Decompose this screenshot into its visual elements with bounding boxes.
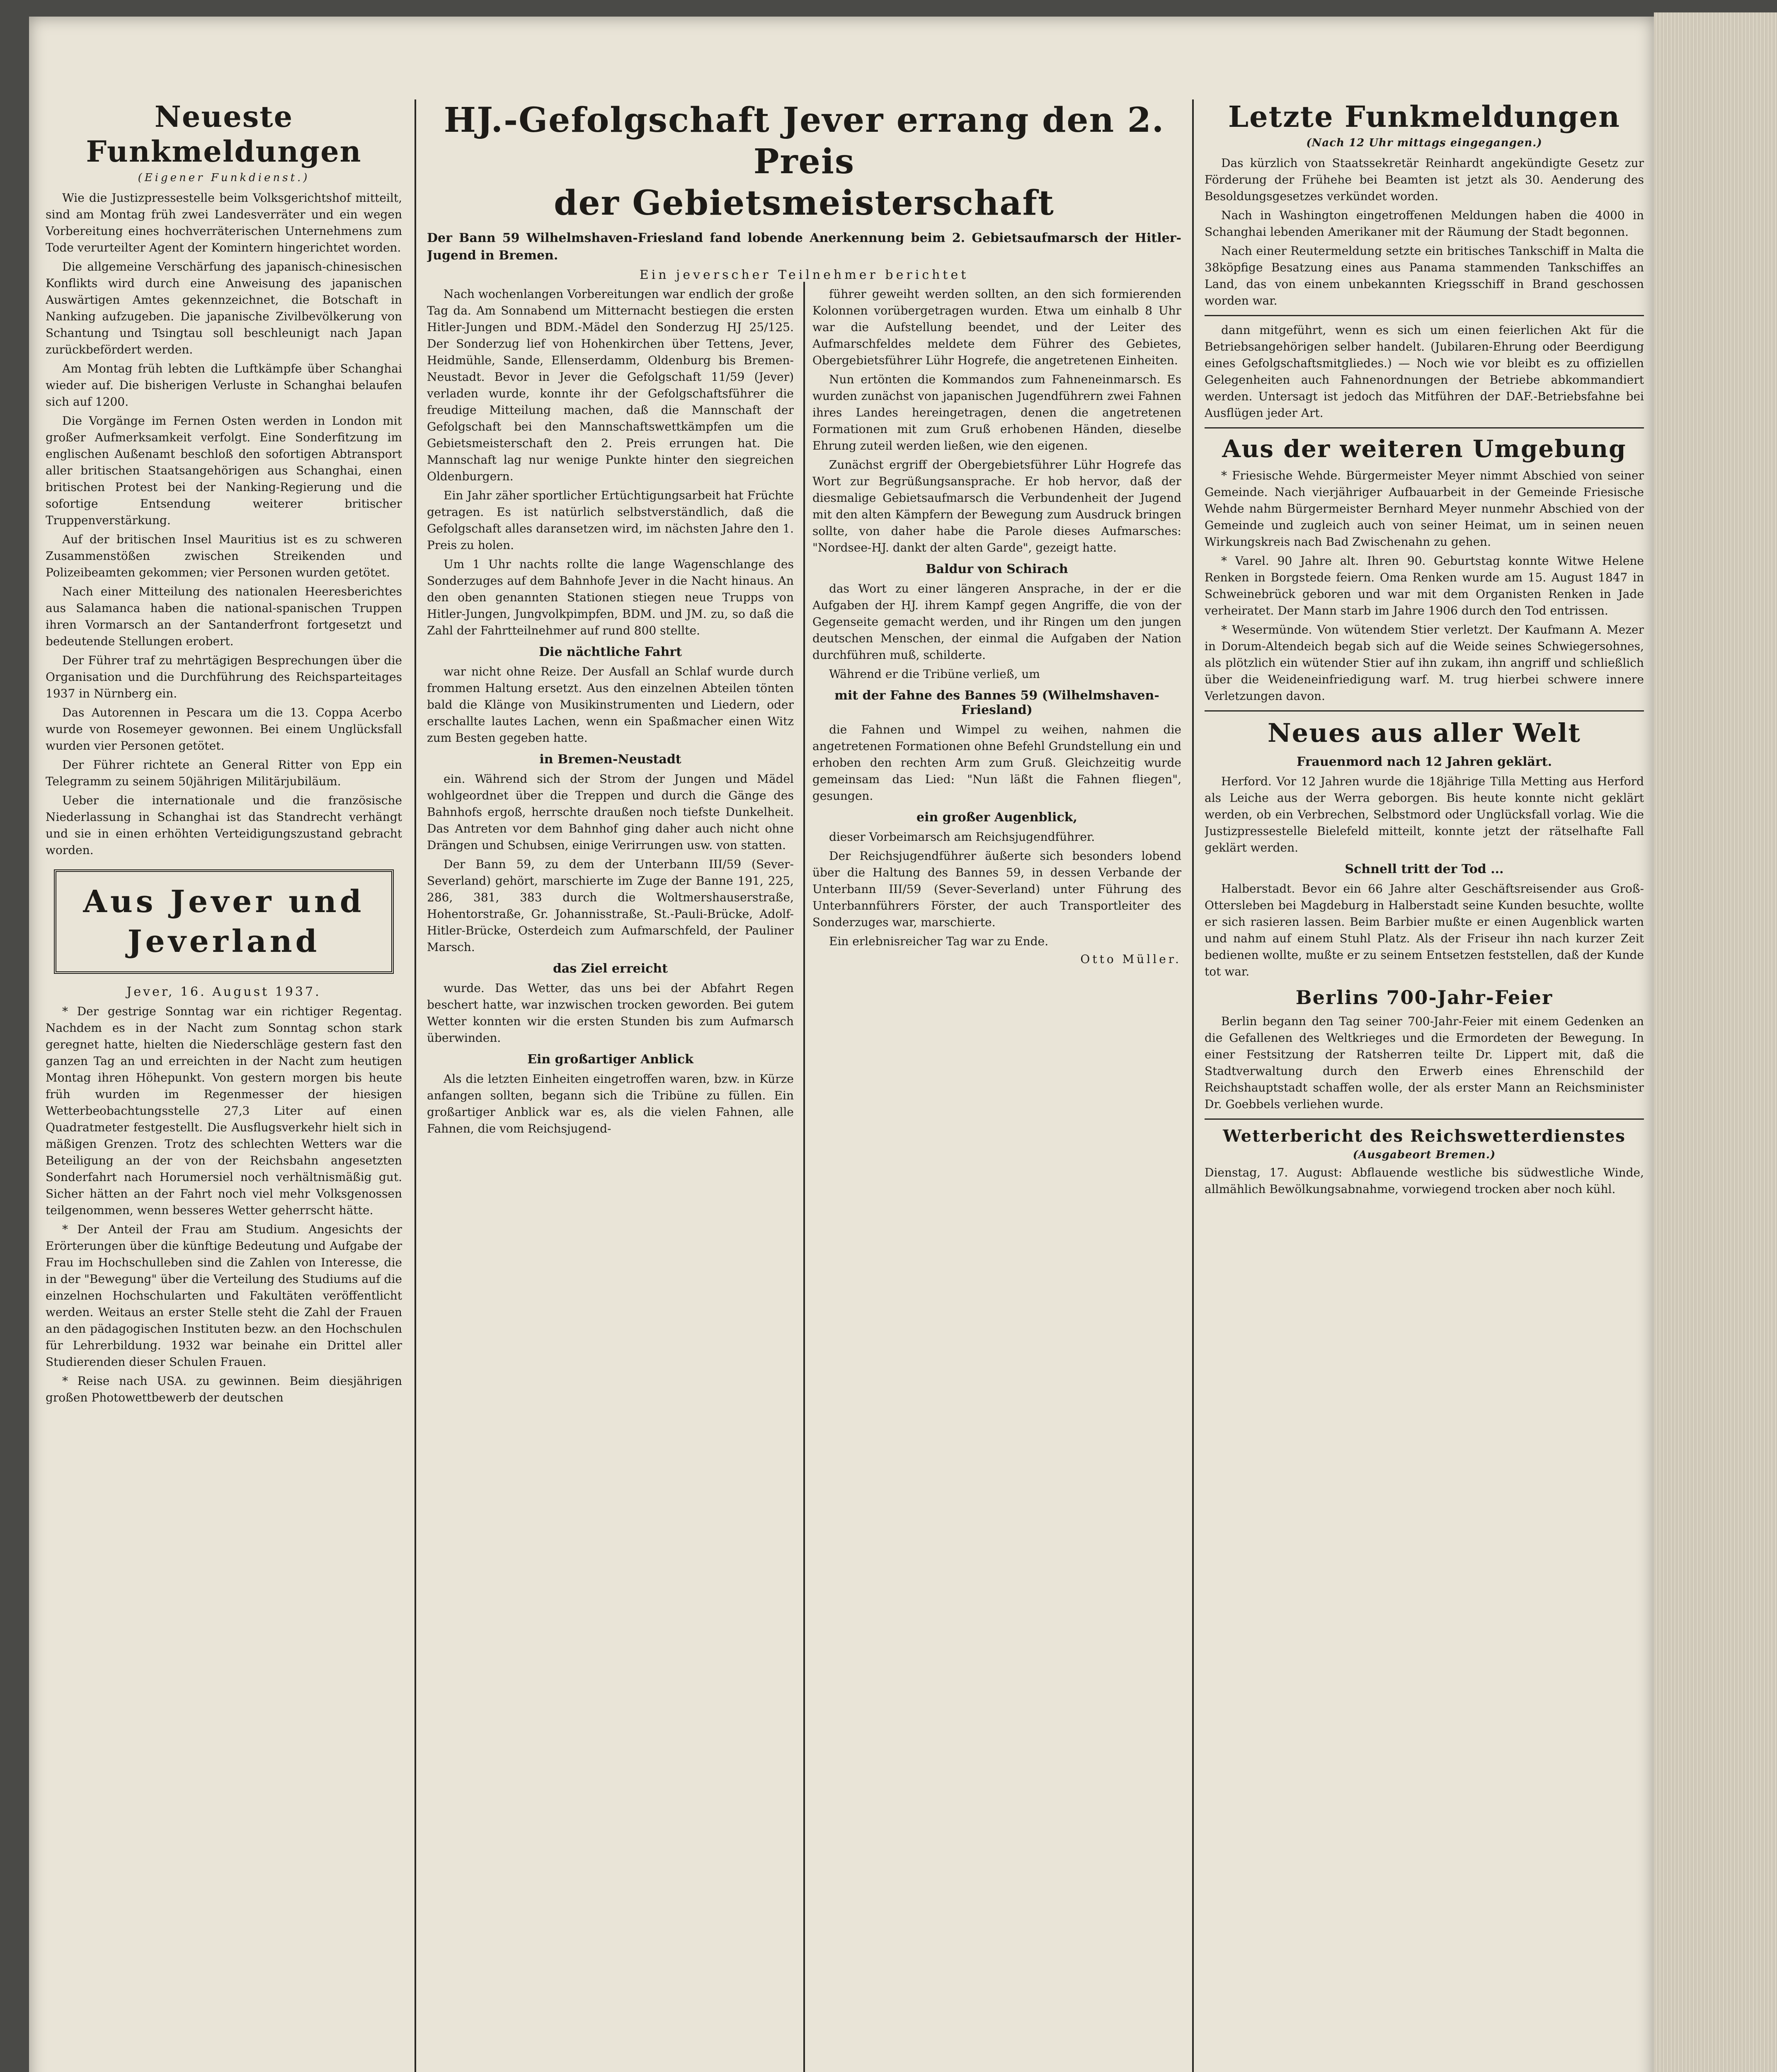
article-paragraph: die Fahnen und Wimpel zu weihen, nahmen die angetretenen Formationen ohne Befehl Grundstellung ein und erhoben den rechten Arm zum Gruß. Gleichzeitig wurde gemeinsam das Lied: "Nun läßt die Fahnen fliegen", gesungen. — [812, 723, 1181, 803]
center-headline-line1: HJ.-Gefolgschaft Jever errang den 2. Preis — [444, 100, 1165, 182]
article-paragraph: Nach wochenlangen Vorbereitungen war endlich der große Tag da. Am Sonnabend um Mitternacht bestiegen die ersten Hitler-Jungen und BDM.-Mädel den Sonderzug HJ 25/125. Der Sonderzug lief von Hohenkirchen über Tettens, Jever, Heidmühle, Sande, Ellenserdamm, Oldenburg bis Bremen-Neustadt. Bevor in Jever die Gefolgschaft 11/59 (Jever) verladen wurde, konnte ihr der Gefolgschaftsführer die freudige Mitteilung machen, daß die Mannschaft der Gefolgschaft bei den Mannschaftswettkämpfen um die Gebietsmeisterschaft den 2. Preis errungen hat. Die Mannschaft lag nur wenige Punkte hinter den siegreichen Oldenburgern. — [427, 287, 794, 483]
news-paragraph: Nach einer Reutermeldung setzte ein britisches Tankschiff in Malta die 38köpfige Besatzung eines aus Panama stammenden Tankschiffes an Land, das von einem unbekannten Kriegsschiff in Brand geschossen worden war. — [1205, 244, 1644, 307]
regional-paragraph: * Friesische Wehde. Bürgermeister Meyer nimmt Abschied von seiner Gemeinde. Nach vierjähriger Aufbauarbeit in der Gemeinde Friesische Wehde nahm Bürgermeister Bernhard Meyer nunmehr Abschied von der Gemeinde und zugleich auch von seiner Heimat, um in seinen neuen Wirkungskreis nach Bad Zwischenahn zu gehen. — [1205, 469, 1644, 549]
center-subhead-fahrt: Die nächtliche Fahrt — [538, 645, 682, 659]
right-headline-berlin: Berlins 700-Jahr-Feier — [1295, 986, 1553, 1009]
center-subhead-augenblick: ein großer Augenblick, — [916, 810, 1077, 825]
article-paragraph: Ein erlebnisreicher Tag war zu Ende. — [829, 934, 1049, 948]
right-rule — [1205, 427, 1644, 428]
right-headline: Letzte Funkmeldungen — [1228, 99, 1621, 134]
article-paragraph: Während er die Tribüne verließ, um — [829, 667, 1040, 681]
right-headline-wetter: Wetterbericht des Reichswetterdienstes — [1223, 1126, 1626, 1146]
column-rule — [803, 282, 805, 2072]
weather-report: Dienstag, 17. August: Abflauende westliche bis südwestliche Winde, allmählich Bewölkungsabnahme, vorwiegend trocken aber noch kühl. — [1205, 1166, 1644, 1196]
left-subhead: (Eigener Funkdienst.) — [138, 172, 310, 184]
news-paragraph: Das kürzlich von Staatssekretär Reinhardt angekündigte Gesetz zur Förderung der Frühehe bei Beamten ist jetzt als 30. Aenderung des Besoldungsgesetzes verkündet worden. — [1205, 156, 1644, 203]
article-paragraph: ein. Während sich der Strom der Jungen und Mädel wohlgeordnet über die Treppen und durch die Gänge des Bahnhofs ergoß, herrschte draußen noch tiefste Dunkelheit. Das Antreten vor dem Bahnhof ging daher auch nicht ohne Drängen und Schubsen, einige Verirrungen usw. von statten. — [427, 772, 794, 852]
right-column — [1205, 99, 1644, 2072]
article-paragraph: war nicht ohne Reize. Der Ausfall an Schlaf wurde durch frommen Haltung ersetzt. Aus den einzelnen Abteilen tönten bald die Klänge von Musikinstrumenten und Liedern, oder erschallte lautes Lachen, wenn ein Spaßmacher einen Witz zum Besten gegeben hatte. — [427, 665, 794, 745]
newspaper-page — [29, 17, 1654, 2072]
article-paragraph: dieser Vorbeimarsch am Reichsjugendführer. — [829, 830, 1095, 844]
regional-paragraph: * Varel. 90 Jahre alt. Ihren 90. Geburtstag konnte Witwe Helene Renken in Borgstede feiern. Oma Renken wurde am 15. August 1847 in Schweinebrück geboren und war mit dem Organisten Renken in Jade verheiratet. Der Mann starb im Jahre 1906 durch den Tod entrissen. — [1205, 554, 1644, 617]
center-left-subcolumn — [427, 286, 794, 2072]
news-paragraph: Am Montag früh lebten die Luftkämpfe über Schanghai wieder auf. Die bisherigen Verluste in Schanghai belaufen sich auf 1200. — [46, 362, 402, 409]
column-rule — [1192, 99, 1194, 2072]
center-subhead-fahne: mit der Fahne des Bannes 59 (Wilhelmshaven-Friesland) — [834, 688, 1159, 717]
center-subhead-ziel: das Ziel erreicht — [553, 961, 668, 976]
right-rule — [1205, 710, 1644, 712]
continued-paragraph: dann mitgeführt, wenn es sich um einen feierlichen Akt für die Betriebsangehörigen selber handelt. (Jubilaren-Ehrung oder Beerdigung eines Gefolgschaftsmitgliedes.) — Noch wie vor bleibt es zu offiziellen Gelegenheiten auch Fahnenordnungen der Betriebe abkommandiert werden. Untersagt ist jedoch das Mitführen der DAF.-Betriebsfahne bei Ausflügen jeder Art. — [1205, 323, 1644, 420]
right-subhead: (Nach 12 Uhr mittags eingegangen.) — [1306, 137, 1542, 149]
berlin-paragraph: Berlin begann den Tag seiner 700-Jahr-Feier mit einem Gedenken an die Gefallenen des Weltkrieges und die Ermordeten der Bewegung. In einer Festsitzung der Ratsherren teilte Dr. Lippert mit, daß die Stadtverwaltung durch den Erwerb eines Ehrenschild der Reichshauptstadt schaffen wolle, der als erster Mann an Reichsminister Dr. Goebbels verliehen wurde. — [1205, 1014, 1644, 1111]
right-subhead-frauenmord: Frauenmord nach 12 Jahren geklärt. — [1296, 755, 1552, 769]
world-paragraph: Halberstadt. Bevor ein 66 Jahre alter Geschäftsreisender aus Groß-Ottersleben bei Magdeburg in Halberstadt seine Kunden besuchte, wollte er sich rasieren lassen. Beim Barbier mußte er einen Augenblick warten und nahm auf einem Stuhl Platz. Als der Friseur ihn nach kurzer Zeit bedienen wollte, mußte er zu seinem Entsetzen feststellen, daß der Kunde tot war. — [1205, 882, 1644, 978]
right-rule — [1205, 315, 1644, 316]
news-paragraph: Ueber die internationale und die französische Niederlassung in Schanghai ist das Standrecht verhängt und sie in einen erhöhten Verteidigungszustand gebracht worden. — [46, 794, 402, 857]
news-paragraph: Die Vorgänge im Fernen Osten werden in London mit großer Aufmerksamkeit verfolgt. Eine Sonderfitzung im englischen Außenamt beschloß den sofortigen Abtransport aller britischen Staatsangehörigen aus Schanghai, einen britischen Protest bei der Nanking-Regierung und die sofortige Entsendung weiterer britischer Truppenverstärkung. — [46, 414, 402, 527]
left-headline: Neueste Funkmeldungen — [86, 99, 362, 169]
world-paragraph: Herford. Vor 12 Jahren wurde die 18jährige Tilla Metting aus Herford als Leiche aus der Werra geborgen. Bis heute konnte nicht geklärt werden, ob ein Verbrechen, Selbstmord oder Unglücksfall vorlag. Wie die Justizpressestelle Bielefeld mitteilt, konnte jetzt der rätselhafte Fall geklärt werden. — [1205, 775, 1644, 854]
center-subhead-bremen: in Bremen-Neustadt — [539, 752, 681, 767]
local-news-paragraph: * Der Anteil der Frau am Studium. Angesichts der Erörterungen über die künftige Bedeutung und Aufgabe der Frau im Hochschulleben sind die Zahlen von Interesse, die in der "Bewegung" über die Verteilung des Studiums auf die einzelnen Hochschularten und Fakultäten veröffentlicht werden. Weitaus an erster Stelle steht die Zahl der Frauen an den pädagogischen Instituten bezw. an den Hochschulen für Lehrerbildung. 1932 war beinahe ein Drittel aller Studierenden dieser Schulen Frauen. — [46, 1222, 402, 1369]
center-headline-line2: der Gebietsmeisterschaft — [554, 183, 1055, 223]
right-headline-aller-welt: Neues aus aller Welt — [1267, 718, 1581, 748]
news-paragraph: Auf der britischen Insel Mauritius ist es zu schweren Zusammenstößen zwischen Streikenden und Polizeibeamten gekommen; vier Personen wurden getötet. — [46, 533, 402, 579]
left-dateline: Jever, 16. August 1937. — [126, 985, 321, 999]
article-paragraph: wurde. Das Wetter, das uns bei der Abfahrt Regen beschert hatte, war inzwischen trocken geworden. Bei gutem Wetter konnten wir die ersten Stunden bis zum Aufmarsch überwinden. — [427, 981, 794, 1045]
center-header — [427, 99, 1181, 282]
center-byline: Ein jeverscher Teilnehmer berichtet — [639, 268, 969, 282]
local-news-paragraph: * Reise nach USA. zu gewinnen. Beim diesjährigen großen Photowettbewerb der deutschen — [46, 1374, 402, 1404]
book-page-edges — [1654, 12, 1777, 2072]
column-rule — [415, 99, 416, 2072]
article-paragraph: das Wort zu einer längeren Ansprache, in der er die Aufgaben der HJ. ihrem Kampf gegen Angriffe, die von der Gegenseite gemacht werden, und ihr Ringen um den jungen deutschen Menschen, der einmal die Aufgaben der Nation durchführen muß, schilderte. — [812, 582, 1181, 662]
regional-paragraph: * Wesermünde. Von wütendem Stier verletzt. Der Kaufmann A. Mezer in Dorum-Altendeich begab sich auf die Weide seines Schwiegersohnes, als plötzlich ein wütender Stier auf ihn zukam, ihn angriff und schließlich über die Weideneinfriedigung warf. M. trug hierbei schwere innere Verletzungen davon. — [1205, 623, 1644, 703]
news-paragraph: Der Führer richtete an General Ritter von Epp ein Telegramm zu seinem 50jährigen Militärjubiläum. — [46, 758, 402, 788]
left-local-news — [46, 1003, 402, 1406]
news-paragraph: Die allgemeine Verschärfung des japanisch-chinesischen Konflikts wird durch eine Anweisung des japanischen Auswärtigen Amtes gekennzeichnet, die Botschaft in Nanking aufzugeben. Die japanische Zivilbevölkerung von Schantung und Tsingtau soll beschleunigt nach Japan zurückbefördert werden. — [46, 260, 402, 356]
news-paragraph: Nach einer Mitteilung des nationalen Heeresberichtes aus Salamanca haben die national-spanischen Truppen ihren Vormarsch an der Santanderfront fortgesetzt und bedeutende Stellungen erobert. — [46, 585, 402, 648]
article-paragraph: Als die letzten Einheiten eingetroffen waren, bzw. in Kürze anfangen sollten, begann sich die Tribüne zu füllen. Ein großartiger Anblick war es, als die vielen Fahnen, alle Fahnen, die vom Reichsjugend- — [427, 1072, 794, 1135]
right-subhead-wetter: (Ausgabeort Bremen.) — [1353, 1149, 1496, 1161]
news-paragraph: Das Autorennen in Pescara um die 13. Coppa Acerbo wurde von Rosemeyer gewonnen. Bei einem Unglücksfall wurden vier Personen getötet. — [46, 706, 402, 753]
left-column — [46, 99, 402, 2072]
center-subhead-anblick: Ein großartiger Anblick — [527, 1052, 693, 1067]
center-right-subcolumn — [812, 286, 1181, 2072]
article-signature: Otto Müller. — [1080, 952, 1181, 966]
article-paragraph: Nun ertönten die Kommandos zum Fahneneinmarsch. Es wurden zunächst von japanischen Jugendführern zwei Fahnen ihres Landes hereingetragen, denen die angetretenen Formationen mit zum Gruß erhobenen Händen, dieselbe Ehrung zuteil werden ließen, wie den eigenen. — [812, 373, 1181, 453]
section-box-aus-jever: Aus Jever und Jeverland — [54, 869, 394, 974]
article-paragraph: Um 1 Uhr nachts rollte die lange Wagenschlange des Sonderzuges auf dem Bahnhofe Jever in die Nacht hinaus. An den oben genannten Stationen stiegen neue Trupps von Hitler-Jungen, Jungvolkpimpfen, BDM. und JM. zu, so daß die Zahl der Fahrtteilnehmer auf rund 800 stellte. — [427, 557, 794, 637]
news-paragraph: Nach in Washington eingetroffenen Meldungen haben die 4000 in Schanghai lebenden Amerikaner mit der Räumung der Stadt begonnen. — [1205, 208, 1644, 239]
center-subhead-schirach: Baldur von Schirach — [926, 562, 1068, 576]
right-rule — [1205, 1118, 1644, 1120]
news-paragraph: Der Führer traf zu mehrtägigen Besprechungen über die Organisation und die Durchführung des Reichsparteitages 1937 in Nürnberg ein. — [46, 654, 402, 700]
article-paragraph: führer geweiht werden sollten, an den sich formierenden Kolonnen vorübergetragen wurden. Etwa um einhalb 8 Uhr war die Aufstellung beendet, und der Leiter des Aufmarschfeldes meldete dem Führer des Gebietes, Obergebietsführer Lühr Hogrefe, die angetretenen Einheiten. — [812, 287, 1181, 367]
article-paragraph: Der Bann 59, zu dem der Unterbann III/59 (Sever-Severland) gehört, marschierte im Zuge der Banne 191, 225, 286, 381, 383 durch die Woltmershauserstraße, Hohentorstraße, Gr. Johannisstraße, St.-Pauli-Brücke, Adolf-Hitler-Brücke, Osterdeich zum Aufmarschfeld, der Pauliner Marsch. — [427, 857, 794, 954]
article-paragraph: Ein Jahr zäher sportlicher Ertüchtigungsarbeit hat Früchte getragen. Es ist natürlich selbstverständlich, daß die Gefolgschaft alles daransetzen wird, im nächsten Jahre den 1. Preis zu holen. — [427, 489, 794, 552]
left-news-list — [46, 190, 402, 859]
right-subhead-tod: Schnell tritt der Tod ... — [1345, 862, 1504, 876]
center-deck: Der Bann 59 Wilhelmshaven-Friesland fand lobende Anerkennung beim 2. Gebietsaufmarsch der Hitler-Jugend in Bremen. — [427, 231, 1181, 263]
right-headline-umgebung: Aus der weiteren Umgebung — [1222, 435, 1627, 463]
local-news-paragraph: * Der gestrige Sonntag war ein richtiger Regentag. Nachdem es in der Nacht zum Sonntag schon stark geregnet hatte, hielten die Niederschläge gestern fast den ganzen Tag an und erreichten in der Nacht zum heutigen Montag ihren Höhepunkt. Von gestern morgen bis heute früh wurden im Regenmesser der hiesigen Wetterbeobachtungsstelle 27,3 Liter auf einen Quadratmeter festgestellt. Die Ausflugsverkehr hielt sich in mäßigen Grenzen. Trotz des schlechten Wetters war die Beteiligung an der von der Reichsbahn angesetzten Sonderfahrt nach Horumersiel noch verhältnismäßig gut. Sicher hätten an der Fahrt noch viel mehr Volksgenossen teilgenommen, wenn besseres Wetter geherrscht hätte. — [46, 1005, 402, 1217]
article-paragraph: Zunächst ergriff der Obergebietsführer Lühr Hogrefe das Wort zur Begrüßungsansprache. Er hob hervor, daß der diesmalige Gebietsaufmarsch die Verbundenheit der Jugend mit den alten Kämpfern der Bewegung zum Ausdruck bringen sollte, von daher habe die Parole dieses Aufmarsches: "Nordsee-HJ. dankt der alten Garde", gezeigt hatte. — [812, 458, 1181, 554]
article-paragraph: Der Reichsjugendführer äußerte sich besonders lobend über die Haltung des Bannes 59, in dessen Verbande der Unterbann III/59 (Sever-Severland) unter Führung des Unterbannführers Förster, der auch Transportleiter des Sonderzuges war, marschierte. — [812, 849, 1181, 929]
news-paragraph: Wie die Justizpressestelle beim Volksgerichtshof mitteilt, sind am Montag früh zwei Landesverräter und ein wegen Vorbereitung eines hochverräterischen Unternehmens zum Tode verurteilter Agent der Komintern hingerichtet worden. — [46, 191, 402, 254]
